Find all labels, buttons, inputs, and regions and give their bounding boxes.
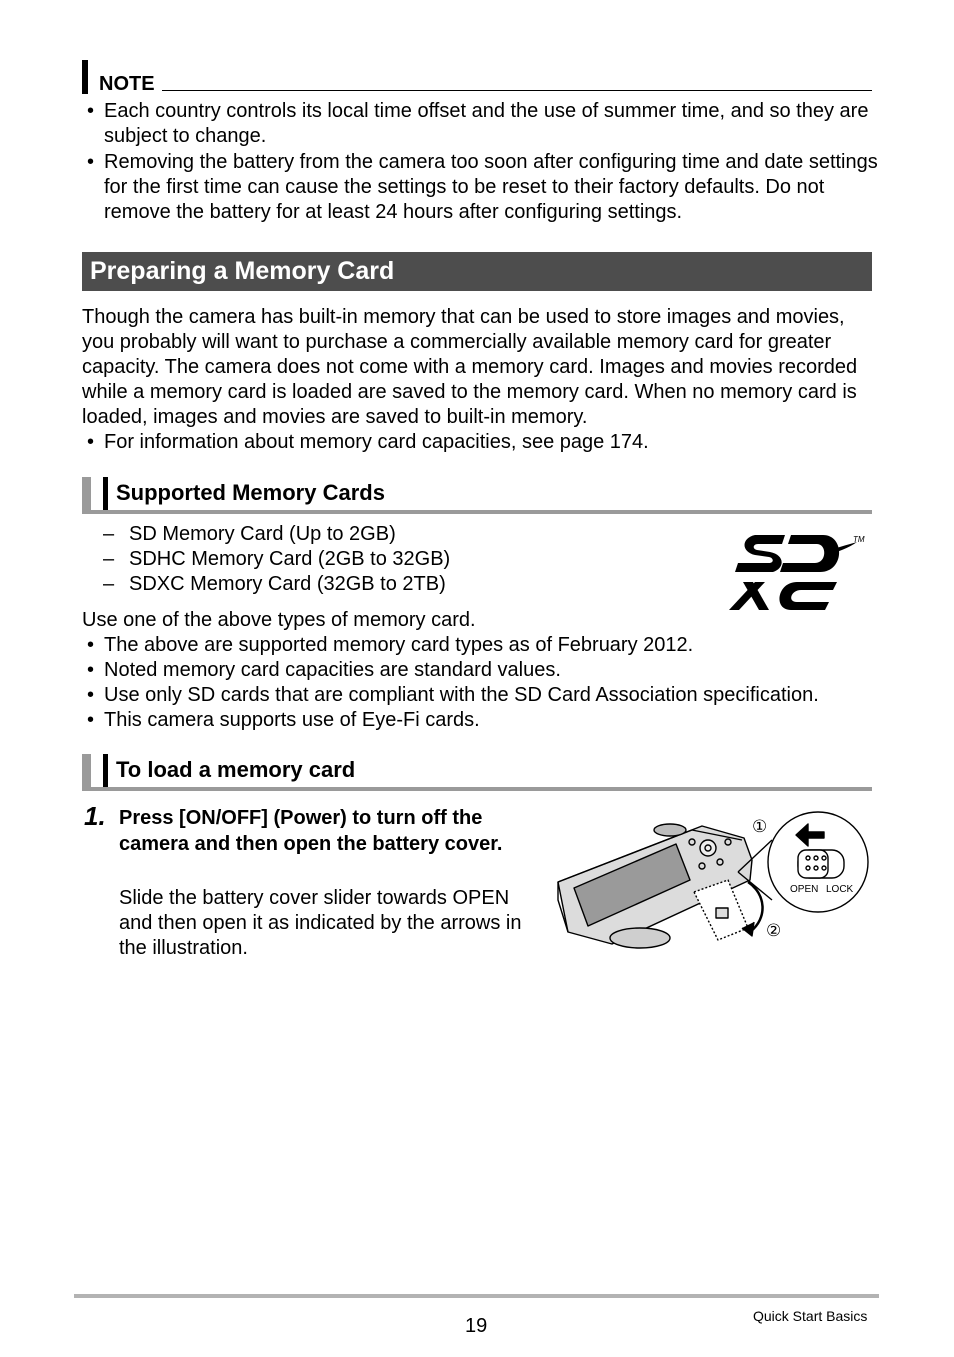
footer-rule <box>74 1294 879 1298</box>
subsection-marker <box>82 754 91 788</box>
subsection-rule <box>82 510 872 514</box>
supported-bullet: • Noted memory card capacities are standard values. <box>87 659 561 681</box>
card-type-item: – SD Memory Card (Up to 2GB) <box>103 523 396 545</box>
step-marker-1: ① <box>752 817 768 836</box>
page-number: 19 <box>465 1315 488 1337</box>
subsection-marker <box>103 477 108 511</box>
supported-bullet: • Use only SD cards that are compliant with the SD Card Association specification. <box>87 684 819 706</box>
step-title: Press [ON/OFF] (Power) to turn off the camera and then open the battery cover. <box>119 807 503 855</box>
supported-bullet: • The above are supported memory card types as of February 2012. <box>87 634 694 656</box>
subsection-marker <box>103 754 108 788</box>
trademark-mark: TM <box>853 535 865 544</box>
note-bullet-2: • Removing the battery from the camera too soon after configuring time and date settings for the first time can cause the settings to be reset to their factory defaults. Do not remove the battery for at least 24 hours after configuring settings. <box>87 151 878 223</box>
intro-paragraph: Though the camera has built-in memory that can be used to store images and movies, you probably will want to purchase a commercially available memory card for greater capacity. The camera does not come with a memory card. Images and movies recorded while a memory card is loaded are saved to the memory card. When no memory card is loaded, images and movies are saved to built-in memory. <box>82 306 858 428</box>
supported-bullet: • This camera supports use of Eye-Fi cards. <box>87 709 480 731</box>
usage-note: Use one of the above types of memory card. <box>82 609 476 631</box>
step-marker-2: ② <box>766 921 782 940</box>
card-type-item: – SDXC Memory Card (32GB to 2TB) <box>103 573 446 595</box>
supported-cards-title: Supported Memory Cards <box>116 480 385 505</box>
note-bullet-1: • Each country controls its local time offset and the use of summer time, and so they are subject to change. <box>87 100 869 147</box>
note-marker <box>82 60 88 94</box>
sdxc-logo <box>725 528 870 616</box>
open-label: OPEN <box>790 884 819 895</box>
footer-section-name: Quick Start Basics <box>753 1308 868 1324</box>
step-number: 1. <box>84 801 106 831</box>
camera-battery-cover-illustration <box>552 810 872 955</box>
intro-bullet: • For information about memory card capacities, see page 174. <box>87 431 649 453</box>
subsection-marker <box>82 477 91 511</box>
note-label: NOTE <box>99 73 155 95</box>
step-body: Slide the battery cover slider towards OPEN and then open it as indicated by the arrows in the illustration. <box>119 887 522 959</box>
section-title: Preparing a Memory Card <box>90 257 395 285</box>
lock-label: LOCK <box>826 884 854 895</box>
note-rule <box>162 90 872 91</box>
load-card-title: To load a memory card <box>116 757 356 782</box>
subsection-rule <box>82 787 872 791</box>
card-type-item: – SDHC Memory Card (2GB to 32GB) <box>103 548 451 570</box>
